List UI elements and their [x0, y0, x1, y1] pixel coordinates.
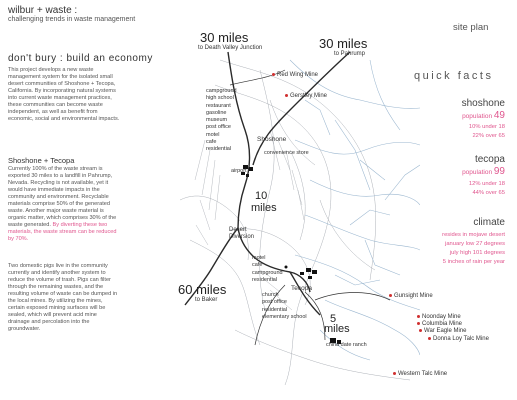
- mine-dot-icon: [417, 322, 420, 325]
- intro-heading: don't bury : build an economy: [8, 53, 153, 64]
- tecopa-population-value: 99: [493, 166, 505, 177]
- tecopa-over-65: 44% over 65: [472, 190, 505, 196]
- tecopa-services-lower: [262, 292, 307, 321]
- site-plan-label: site plan: [453, 22, 489, 33]
- service-restaurant: restaurant: [206, 102, 231, 109]
- shoshone-population: population 49: [462, 110, 505, 121]
- climate-heading: climate: [473, 217, 505, 228]
- miles-5-value: 5: [330, 313, 337, 325]
- mine-columbia: Columbia Mine: [417, 321, 462, 327]
- climate-jul-high: july high 101 degrees: [449, 250, 505, 256]
- mine-donna-loy-talc: Donna Loy Talc Mine: [428, 336, 489, 342]
- mine-dot-icon: [417, 315, 420, 318]
- site-map: [120, 0, 420, 400]
- shoshone-tecopa-heading: Shoshone + Tecopa: [8, 156, 75, 165]
- service-airport: airport: [231, 168, 247, 174]
- shoshone-over-65: 22% over 65: [472, 133, 505, 139]
- miles-10-value: 10: [255, 190, 268, 202]
- tecopa-service-residential-2: residential: [262, 306, 288, 313]
- mine-dot-icon: [285, 94, 288, 97]
- miles-death-valley: 30 miles: [200, 30, 249, 45]
- mine-gunsight: Gunsight Mine: [389, 293, 433, 299]
- mine-dot-icon: [393, 372, 396, 375]
- service-convenience-store: convenience store: [264, 150, 309, 156]
- tecopa-under-18: 12% under 18: [468, 181, 505, 187]
- page-subtitle: challenging trends in waste management: [8, 16, 136, 23]
- miles-5-unit: miles: [324, 323, 350, 335]
- service-cafe: cafe: [206, 139, 217, 146]
- to-baker-label: to Baker: [195, 297, 218, 303]
- tecopa-service-motel: motel: [252, 255, 266, 261]
- intro-text: This project develops a new waste management system for the isolated small desert communities of Shoshone + Tecopa, California. By incorporating natural systems into current waste management practices, these communities can become waste independent, as well as benefit from economic, social and environmental impacts.: [8, 67, 120, 122]
- town-tecopa: Tecopa: [291, 285, 312, 292]
- tecopa-service-cafe: cafe: [252, 262, 263, 269]
- service-museum: museum: [206, 117, 228, 124]
- tecopa-service-church: church: [262, 292, 279, 298]
- town-shoshone: Shoshone: [257, 136, 287, 143]
- campground-marker: [285, 266, 288, 269]
- climate-rain: 5 inches of rain per year: [442, 259, 505, 265]
- desert-diversion: Desert Diversion: [229, 227, 255, 240]
- pigs-text: Two domestic pigs live in the community currently and identify another system to reduce the volume of trash. Pigs can filter through the remaining wastes, and the resulting volume of waste can be dumped in the local mines. By utilizing the mines, certain exposed mining surfaces will be sealed, which will prevent acid mine drainage and percolation into the groundwater.: [8, 263, 118, 332]
- tecopa-service-post-office: post office: [262, 299, 287, 306]
- waste-stream-text: [8, 166, 120, 243]
- tecopa-service-residential: residential: [252, 276, 278, 283]
- mine-dot-icon: [419, 329, 422, 332]
- china-date-ranch: china date ranch: [326, 342, 367, 348]
- service-motel: motel: [206, 131, 220, 138]
- tecopa-service-elementary-school: elementary school: [262, 313, 307, 320]
- shoshone-heading: shoshone: [461, 98, 505, 109]
- service-campground: campground: [206, 88, 237, 94]
- tecopa-population: population 99: [462, 166, 505, 177]
- page-title: wilbur + waste :: [8, 5, 78, 16]
- waste-stream-highlight: By diverting these two materials, the waste stream can be reduced by 70%.: [8, 222, 117, 242]
- miles-pahrump: 30 miles: [319, 36, 368, 51]
- mine-dot-icon: [272, 73, 275, 76]
- service-high-school: high school: [206, 95, 234, 102]
- to-pahrump-label: to Pahrump: [334, 51, 366, 57]
- miles-baker: 60 miles: [178, 282, 227, 297]
- waste-stream-text-main: Currently 100% of the waste stream is exported 30 miles to a landfill in Pahrump, Nevada. Recycling is not available, yet it would have immediate impacts in the community and environment. Recyclable materials comprise 50% of the generated waste. Another major waste material is organic matter, which comprises 30% of the waste generated.: [8, 166, 117, 228]
- climate-jan-low: january low 27 degrees: [445, 241, 505, 247]
- mine-noonday: Noonday Mine: [417, 314, 461, 320]
- climate-desert: resides in mojave desert: [442, 232, 505, 238]
- mine-western-talc: Western Talc Mine: [393, 371, 447, 377]
- shoshone-under-18: 10% under 18: [468, 124, 505, 130]
- service-residential: residential: [206, 146, 232, 153]
- miles-10-unit: miles: [251, 202, 277, 214]
- quick-facts-heading: quick facts: [414, 70, 494, 82]
- to-death-valley-label: to Death Valley Junction: [198, 45, 263, 51]
- mine-dot-icon: [428, 337, 431, 340]
- shoshone-population-value: 49: [493, 110, 505, 121]
- mine-red-wing: Red Wing Mine: [272, 72, 318, 78]
- mine-dot-icon: [389, 294, 392, 297]
- shoshone-services: [206, 88, 237, 154]
- mine-gerstley: Gerstley Mine: [285, 93, 327, 99]
- tecopa-heading: tecopa: [474, 154, 505, 165]
- tecopa-services: [252, 255, 283, 284]
- service-post-office: post office: [206, 124, 231, 131]
- washes: [290, 60, 420, 360]
- service-gasoline: gasoline: [206, 109, 227, 116]
- tecopa-service-campground: campground: [252, 269, 283, 276]
- mine-war-eagle: War Eagle Mine: [419, 328, 466, 334]
